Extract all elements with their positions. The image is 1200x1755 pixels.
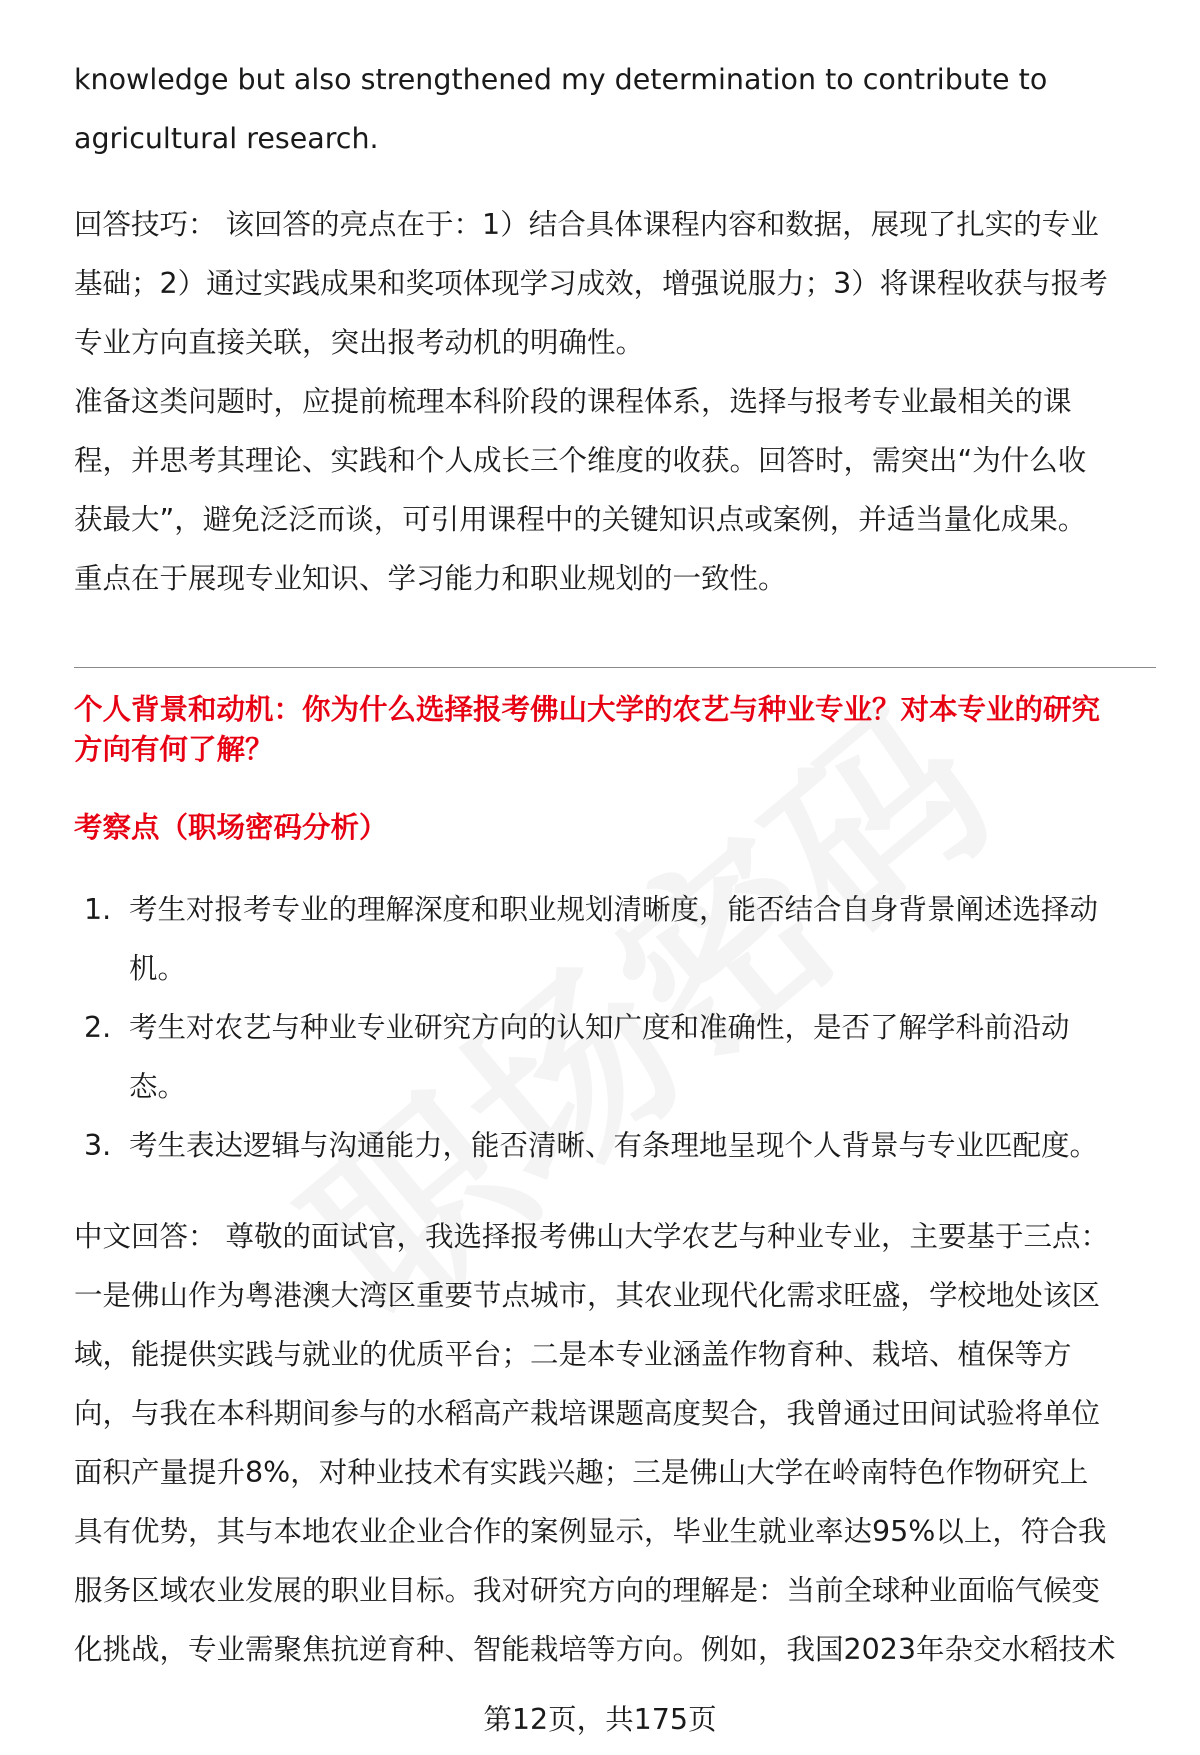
answer-line: 具有优势，其与本地农业企业合作的案例显示，毕业生就业率达95%以上，符合我 — [74, 1515, 1107, 1548]
page-body — [74, 50, 1154, 608]
tip-line: 程，并思考其理论、实践和个人成长三个维度的收获。回答时，需突出“为什么收 — [74, 444, 1087, 477]
list-number: 2. — [84, 1011, 112, 1044]
list-number: 3. — [84, 1129, 112, 1162]
kaocha-title: 考察点（职场密码分析） — [74, 811, 388, 844]
list-item — [74, 1116, 1098, 1175]
list-item-line: 考生对农艺与种业专业研究方向的认知广度和准确性，是否了解学科前沿动 — [129, 1011, 1070, 1044]
question-line: 个人背景和动机：你为什么选择报考佛山大学的农艺与种业专业？对本专业的研究 — [74, 693, 1101, 726]
tip-line: 准备这类问题时，应提前梳理本科阶段的课程体系，选择与报考专业最相关的课 — [74, 385, 1072, 418]
list-item-line: 考生对报考专业的理解深度和职业规划清晰度，能否结合自身背景阐述选择动 — [129, 893, 1099, 926]
question-heading — [74, 690, 1100, 770]
intro-line: agricultural research. — [74, 122, 379, 155]
list-item-line: 态。 — [129, 1070, 187, 1103]
tip-line: 基础；2）通过实践成果和奖项体现学习成效，增强说服力；3）将课程收获与报考 — [74, 267, 1108, 300]
list-number: 1. — [84, 893, 112, 926]
list-item — [74, 880, 1098, 998]
intro-line: knowledge but also strengthened my determination to contribute to — [74, 63, 1048, 96]
answer-line: 化挑战，专业需聚焦抗逆育种、智能栽培等方向。例如，我国2023年杂交水稻技术 — [74, 1633, 1116, 1666]
answer-body — [74, 1207, 1116, 1679]
answer-line: 中文回答： 尊敬的面试官，我选择报考佛山大学农艺与种业专业，主要基于三点： — [74, 1220, 1110, 1253]
answer-line: 向，与我在本科期间参与的水稻高产栽培课题高度契合，我曾通过田间试验将单位 — [74, 1397, 1101, 1430]
question-line: 方向有何了解？ — [74, 733, 274, 766]
tip-line: 获最大”，避免泛泛而谈，可引用课程中的关键知识点或案例，并适当量化成果。 — [74, 503, 1087, 536]
tip-line: 重点在于展现专业知识、学习能力和职业规划的一致性。 — [74, 562, 787, 595]
page-number-footer: 第12页，共175页 — [483, 1703, 717, 1736]
section-divider — [74, 667, 1156, 668]
list-item-line: 机。 — [129, 952, 187, 985]
list-item-line: 考生表达逻辑与沟通能力，能否清晰、有条理地呈现个人背景与专业匹配度。 — [129, 1129, 1099, 1162]
tip-line: 回答技巧： 该回答的亮点在于：1）结合具体课程内容和数据，展现了扎实的专业 — [74, 208, 1099, 241]
answer-line: 服务区域农业发展的职业目标。我对研究方向的理解是：当前全球种业面临气候变 — [74, 1574, 1101, 1607]
answer-line: 域，能提供实践与就业的优质平台；二是本专业涵盖作物育种、栽培、植保等方 — [74, 1338, 1072, 1371]
list-item — [74, 998, 1098, 1116]
answer-line: 面积产量提升8%，对种业技术有实践兴趣；三是佛山大学在岭南特色作物研究上 — [74, 1456, 1089, 1489]
answer-line: 一是佛山作为粤港澳大湾区重要节点城市，其农业现代化需求旺盛，学校地处该区 — [74, 1279, 1101, 1312]
tip-line: 专业方向直接关联，突出报考动机的明确性。 — [74, 326, 645, 359]
kaocha-list — [74, 880, 1098, 1175]
